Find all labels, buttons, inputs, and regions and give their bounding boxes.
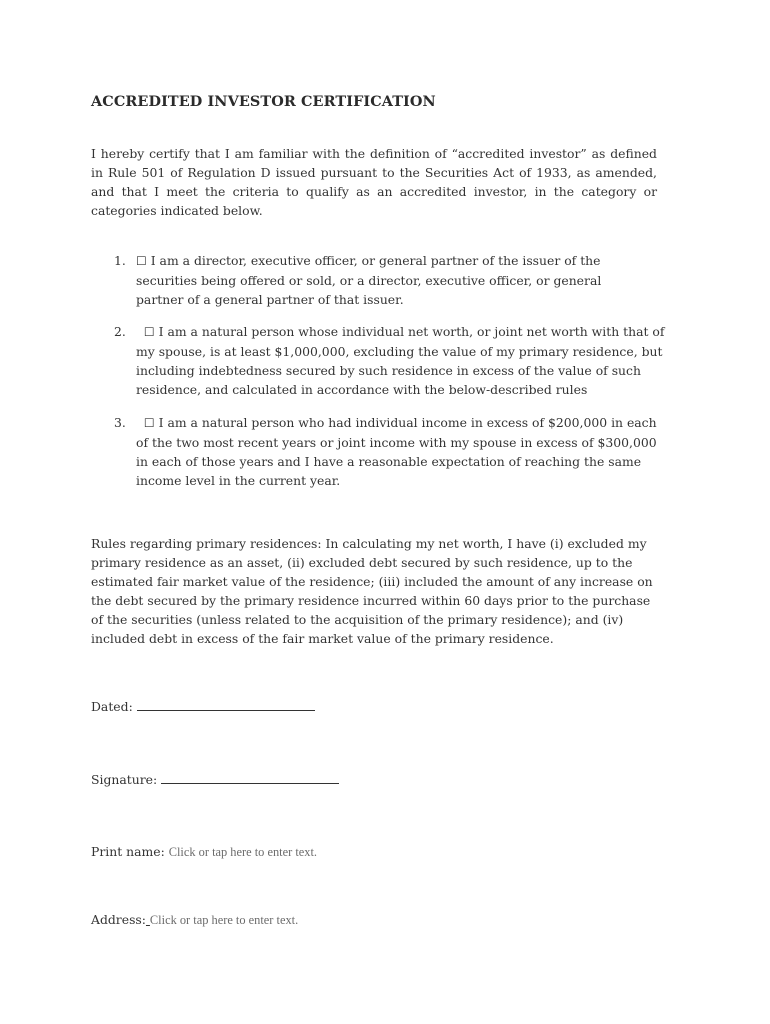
address-input[interactable]: Click or tap here to enter text.	[149, 913, 299, 927]
criteria-number: 3.	[114, 415, 126, 430]
signature-input[interactable]	[161, 773, 339, 784]
criteria-number: 2.	[114, 324, 126, 339]
dated-field	[91, 699, 315, 714]
address-label: Address:	[91, 912, 146, 927]
criteria-text: ☐ I am a natural person whose individual net worth, or joint net worth with that of my spouse, is at least $1,000,000, excluding the value of my primary residence, but including indebtedness secured by such residence in excess of the value of such residence, and calculated in accordance with the below-described rules	[136, 324, 665, 397]
criteria-item-3	[114, 413, 674, 490]
dated-label: Dated:	[91, 699, 133, 714]
address-field	[91, 912, 298, 928]
signature-label: Signature:	[91, 772, 158, 787]
print-name-label: Print name:	[91, 844, 165, 859]
print-name-input[interactable]: Click or tap here to enter text.	[168, 845, 317, 859]
criteria-text: ☐ I am a director, executive officer, or general partner of the issuer of the securities being offered or sold, or a director, executive officer, or general partner of a general partner of that issuer.	[136, 253, 602, 307]
criteria-text: ☐ I am a natural person who had individual income in excess of $200,000 in each of the two most recent years or joint income with my spouse in excess of $300,000 in each of those years and I have a reasonable expectation of reaching the same income level in the current year.	[136, 415, 657, 488]
criteria-number: 1.	[114, 253, 126, 268]
intro-paragraph: I hereby certify that I am familiar with the definition of “accredited investor” as defined in Rule 501 of Regulation D issued pursuant to the Securities Act of 1933, as amended, and that I meet the criteria to qualify as an accredited investor, in the category or categories indicated below.	[91, 146, 657, 218]
signature-field	[91, 772, 339, 787]
document-title: ACCREDITED INVESTOR CERTIFICATION	[91, 93, 436, 110]
checkbox-2[interactable]: ☐	[143, 325, 155, 339]
criteria-item-1	[114, 251, 674, 309]
rules-paragraph: Rules regarding primary residences: In calculating my net worth, I have (i) excluded my primary residence as an asset, (ii) excluded debt secured by such residence, up to the estimated fair market value of the residence; (iii) included the amount of any increase on the debt secured by the primary residence incurred within 60 days prior to the purchase of the securities (unless related to the acquisition of the primary residence); and (iv) included debt in excess of the fair market value of the primary residence.	[91, 536, 653, 646]
checkbox-1[interactable]: ☐	[136, 254, 147, 268]
print-name-field	[91, 844, 317, 860]
checkbox-3[interactable]: ☐	[143, 416, 155, 430]
criteria-item-2	[114, 322, 674, 399]
dated-input[interactable]	[137, 700, 315, 711]
